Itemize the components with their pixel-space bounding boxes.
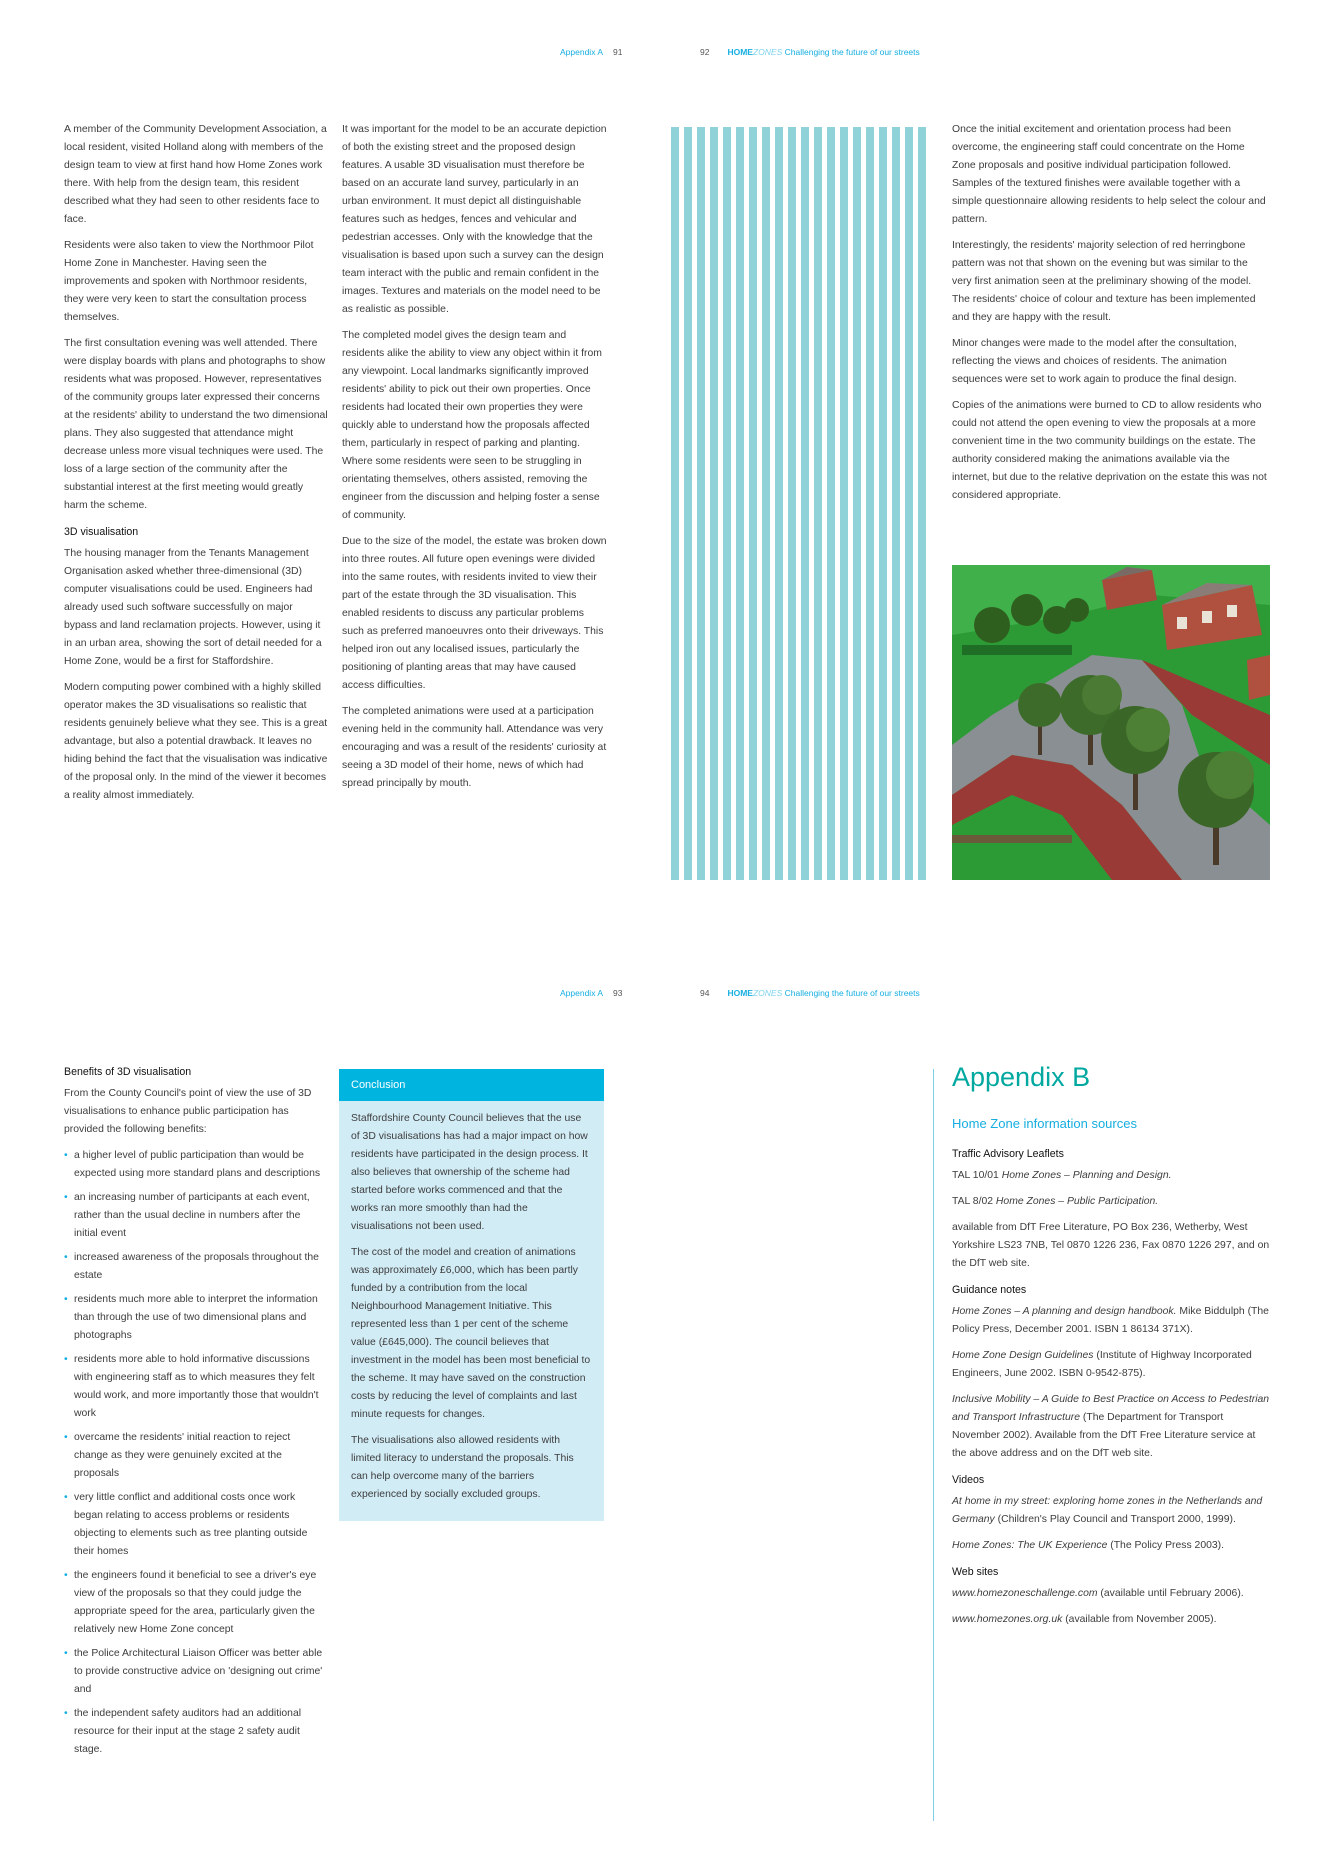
reference xyxy=(952,1391,1270,1463)
reference-details: (Children's Play Council and Transport 2000, 1999). xyxy=(994,1514,1236,1525)
reference xyxy=(952,1493,1270,1529)
reference-details: (The Department for Transport November 2002). Available from the DfT Free Literature service at the above address and on the DfT web site. xyxy=(952,1412,1256,1459)
appendix-title: Appendix B xyxy=(952,1062,1091,1092)
reference-details: Mike Biddulph (The Policy Press, December 2001. ISBN 1 86134 371X). xyxy=(952,1306,1269,1335)
list-item: • residents more able to hold informative discussions with engineering staff as to which measures they felt would work, and more importantly those that wouldn't work xyxy=(64,1351,326,1423)
reference-title: Home Zone Design Guidelines xyxy=(952,1350,1094,1361)
reference xyxy=(952,1167,1270,1185)
list-item: • increased awareness of the proposals throughout the estate xyxy=(64,1249,326,1285)
paragraph: available from DfT Free Literature, PO Box 236, Wetherby, West Yorkshire LS23 7NB, Tel 0870 1226 236, Fax 0870 1226 297, and on the DfT web site. xyxy=(952,1222,1270,1269)
list-item: • the engineers found it beneficial to see a driver's eye view of the proposals so that they could judge the appropriate speed for the area, particularly given the relatively new Home Zone concept xyxy=(64,1567,326,1639)
section-heading: 3D visualisation xyxy=(64,526,139,538)
appendix-b-column xyxy=(952,1061,1270,1637)
paragraph: The housing manager from the Tenants Management Organisation asked whether three-dimensional (3D) computer visualisations could be used. Engineers had already used such software successfully on major bypass and land reclamation projects. However, using it in an urban area, showing the sort of detail needed for a Home Zone, would be a first for Staffordshire. xyxy=(64,548,322,667)
reference xyxy=(952,1303,1270,1339)
reference xyxy=(952,1585,1270,1603)
page-number: 94 xyxy=(700,988,710,998)
brand-zones: ZONES xyxy=(752,988,783,998)
page-header-right xyxy=(700,988,920,998)
reference-details: (The Policy Press 2003). xyxy=(1107,1540,1225,1551)
reference-title: Home Zones: The UK Experience xyxy=(952,1540,1108,1551)
conclusion-box xyxy=(339,1101,604,1521)
reference-details: (available until February 2006). xyxy=(1097,1588,1244,1599)
list-item: • very little conflict and additional costs once work began relating to access problems or residents objecting to elements such as tree planting outside their homes xyxy=(64,1489,326,1561)
reference-title: Inclusive Mobility – A Guide to Best Practice on Access to Pedestrian and Transport Infrastructure xyxy=(952,1394,1270,1423)
page-header-right xyxy=(700,47,920,57)
brand-zones: ZONES xyxy=(752,47,783,57)
page-header-left xyxy=(560,47,622,57)
list-item: • residents much more able to interpret the information than through the use of two dimensional plans and photographs xyxy=(64,1291,326,1345)
reference-title: Home Zones – A planning and design handbook. xyxy=(952,1306,1177,1317)
list-item: • a higher level of public participation than would be expected using more standard plans and descriptions xyxy=(64,1147,326,1183)
appendix-subtitle: Home Zone information sources xyxy=(952,1116,1137,1131)
paragraph: The completed model gives the design team and residents alike the ability to view any object within it from any viewpoint. Local landmarks significantly improved residents' ability to pick out their own properties. Once residents had located their own properties they were quickly able to understand how the proposals affected them, particularly in respect of parking and planting. Where some residents were seen to be struggling in orientating themselves, others assisted, removing the engineer from the discussion and helping foster a sense of community. xyxy=(342,330,602,521)
web-link[interactable]: www.homezoneschallenge.com xyxy=(952,1588,1098,1599)
list-item: • overcame the residents' initial reaction to reject change as they were genuinely excited at the proposals xyxy=(64,1429,326,1483)
paragraph: Due to the size of the model, the estate was broken down into three routes. All future open evenings were divided into the same routes, with residents invited to view their part of the estate through the 3D visualisation. This enabled residents to discuss any particular problems such as preferred manoeuvres onto their driveways. This helped iron out any localised issues, particularly the positioning of planting areas that may have caused access difficulties. xyxy=(342,536,607,691)
reference-details: (available from November 2005). xyxy=(1062,1614,1217,1625)
page-number: 92 xyxy=(700,47,710,57)
reference xyxy=(952,1347,1270,1383)
reference-code: TAL 10/01 xyxy=(952,1170,1002,1181)
conclusion-heading: Conclusion xyxy=(339,1069,604,1101)
subsection-heading: Guidance notes xyxy=(952,1284,1027,1296)
web-link[interactable]: www.homezones.org.uk xyxy=(952,1614,1063,1625)
subsection-heading: Traffic Advisory Leaflets xyxy=(952,1148,1064,1160)
reference xyxy=(952,1611,1270,1629)
divider xyxy=(933,1069,934,1821)
brand-home: HOME xyxy=(727,47,753,57)
paragraph: Minor changes were made to the model after the consultation, reflecting the views and choices of residents. The animation sequences were set to work again to produce the final design. xyxy=(952,338,1237,385)
brand-home: HOME xyxy=(727,988,753,998)
paragraph: The visualisations also allowed residents with limited literacy to understand the proposals. This can help overcome many of the barriers experienced by socially excluded groups. xyxy=(351,1435,574,1500)
text-column-2 xyxy=(342,121,608,801)
paragraph: It was important for the model to be an accurate depiction of both the existing street and the proposed design features. A usable 3D visualisation must therefore be based on an accurate land survey, particularly in an urban environment. It must depict all distinguishable features such as hedges, fences and vehicular and pedestrian accesses. Only with the knowledge that the visualisation is based upon such a survey can the design team interact with the public and remain confident in the images. Textures and materials on the model need to be as realistic as possible. xyxy=(342,124,607,315)
reference-code: TAL 8/02 xyxy=(952,1196,996,1207)
reference-title: At home in my street: exploring home zones in the Netherlands and Germany xyxy=(952,1496,1263,1525)
paragraph: The completed animations were used at a participation evening held in the community hall. Attendance was very encouraging and was a result of the residents' curiosity at seeing a 3D model of their home, news of which had spread principally by mouth. xyxy=(342,706,607,789)
paragraph: The first consultation evening was well attended. There were display boards with plans and photographs to show residents what was proposed. However, representatives of the community groups later expressed their concerns at the residents' ability to understand the two dimensional plans. They also suggested that attendance might decrease unless more visual techniques were used. The loss of a large section of the community after the substantial interest at the first meeting would greatly harm the scheme. xyxy=(64,338,328,511)
page-number: 91 xyxy=(613,47,623,57)
paragraph: From the County Council's point of view the use of 3D visualisations to enhance public participation has provided the following benefits: xyxy=(64,1088,312,1135)
paragraph: Interestingly, the residents' majority selection of red herringbone pattern was not that shown on the evening but was similar to the very first animation seen at the preliminary showing of the model. The residents' choice of colour and texture has been implemented and they are happy with the result. xyxy=(952,240,1256,323)
paragraph: Residents were also taken to view the Northmoor Pilot Home Zone in Manchester. Having seen the improvements and spoken with Northmoor residents, they were very keen to start the consultation process themselves. xyxy=(64,240,314,323)
benefits-list xyxy=(64,1147,326,1759)
section-heading: Benefits of 3D visualisation xyxy=(64,1066,192,1078)
list-item: • the Police Architectural Liaison Officer was better able to provide constructive advice on 'designing out crime' and xyxy=(64,1645,326,1699)
list-item: • an increasing number of participants at each event, rather than the usual decline in numbers after the initial event xyxy=(64,1189,326,1243)
page-number: 93 xyxy=(613,988,623,998)
reference-details: (Institute of Highway Incorporated Engineers, June 2002. ISBN 0-9542-875). xyxy=(952,1350,1252,1379)
text-column-1 xyxy=(64,121,328,813)
text-column-3 xyxy=(952,121,1270,513)
header-tagline: Challenging the future of our streets xyxy=(784,988,920,998)
paragraph: A member of the Community Development Association, a local resident, visited Holland along with members of the design team to view at first hand how Home Zones work there. With help from the design team, this resident described what they had seen to other residents face to face. xyxy=(64,124,327,225)
list-item: • the independent safety auditors had an additional resource for their input at the stage 2 safety audit stage. xyxy=(64,1705,326,1759)
reference-title: Home Zones – Public Participation. xyxy=(995,1196,1159,1207)
header-tagline: Challenging the future of our streets xyxy=(784,47,920,57)
reference xyxy=(952,1537,1270,1555)
subsection-heading: Web sites xyxy=(952,1566,999,1578)
reference-title: Home Zones – Planning and Design. xyxy=(1001,1170,1172,1181)
benefits-column xyxy=(64,1063,326,1765)
paragraph: Copies of the animations were burned to CD to allow residents who could not attend the open evening to view the proposals at a more convenient time in the two community buildings on the estate. The authority considered making the animations available via the internet, but due to the relative deprivation on the estate this was not considered appropriate. xyxy=(952,400,1267,501)
paragraph: The cost of the model and creation of animations was approximately £6,000, which has been partly funded by a contribution from the local Neighbourhood Management Initiative. This represented less than 1 per cent of the scheme value (£645,000). The council believes that investment in the model has been most beneficial to the scheme. It may have saved on the construction costs by reducing the level of complaints and last minute requests for changes. xyxy=(351,1247,591,1420)
decorative-stripes xyxy=(671,127,931,880)
paragraph: Once the initial excitement and orientation process had been overcome, the engineering staff could concentrate on the Home Zone proposals and positive individual participation followed. Samples of the textured finishes were available together with a simple questionnaire allowing residents to help select the colour and pattern. xyxy=(952,124,1266,225)
paragraph: Staffordshire County Council believes that the use of 3D visualisations has had a major impact on how residents have participated in the design process. It also believes that ownership of the scheme had started before works commenced and that the works ran more smoothly than had the visualisations not been used. xyxy=(351,1113,588,1232)
page-header-left xyxy=(560,988,622,998)
paragraph: Modern computing power combined with a highly skilled operator makes the 3D visualisations so realistic that residents genuinely believe what they see. This is a great advantage, but also a potential drawback. It leaves no hiding behind the fact that the visualisation was indicative of the proposal only. In the mind of the viewer it becomes a reality almost immediately. xyxy=(64,682,328,801)
header-section: Appendix A xyxy=(560,47,604,57)
3d-visualisation-image xyxy=(952,565,1270,880)
header-section: Appendix A xyxy=(560,988,604,998)
subsection-heading: Videos xyxy=(952,1474,985,1486)
reference xyxy=(952,1193,1270,1211)
